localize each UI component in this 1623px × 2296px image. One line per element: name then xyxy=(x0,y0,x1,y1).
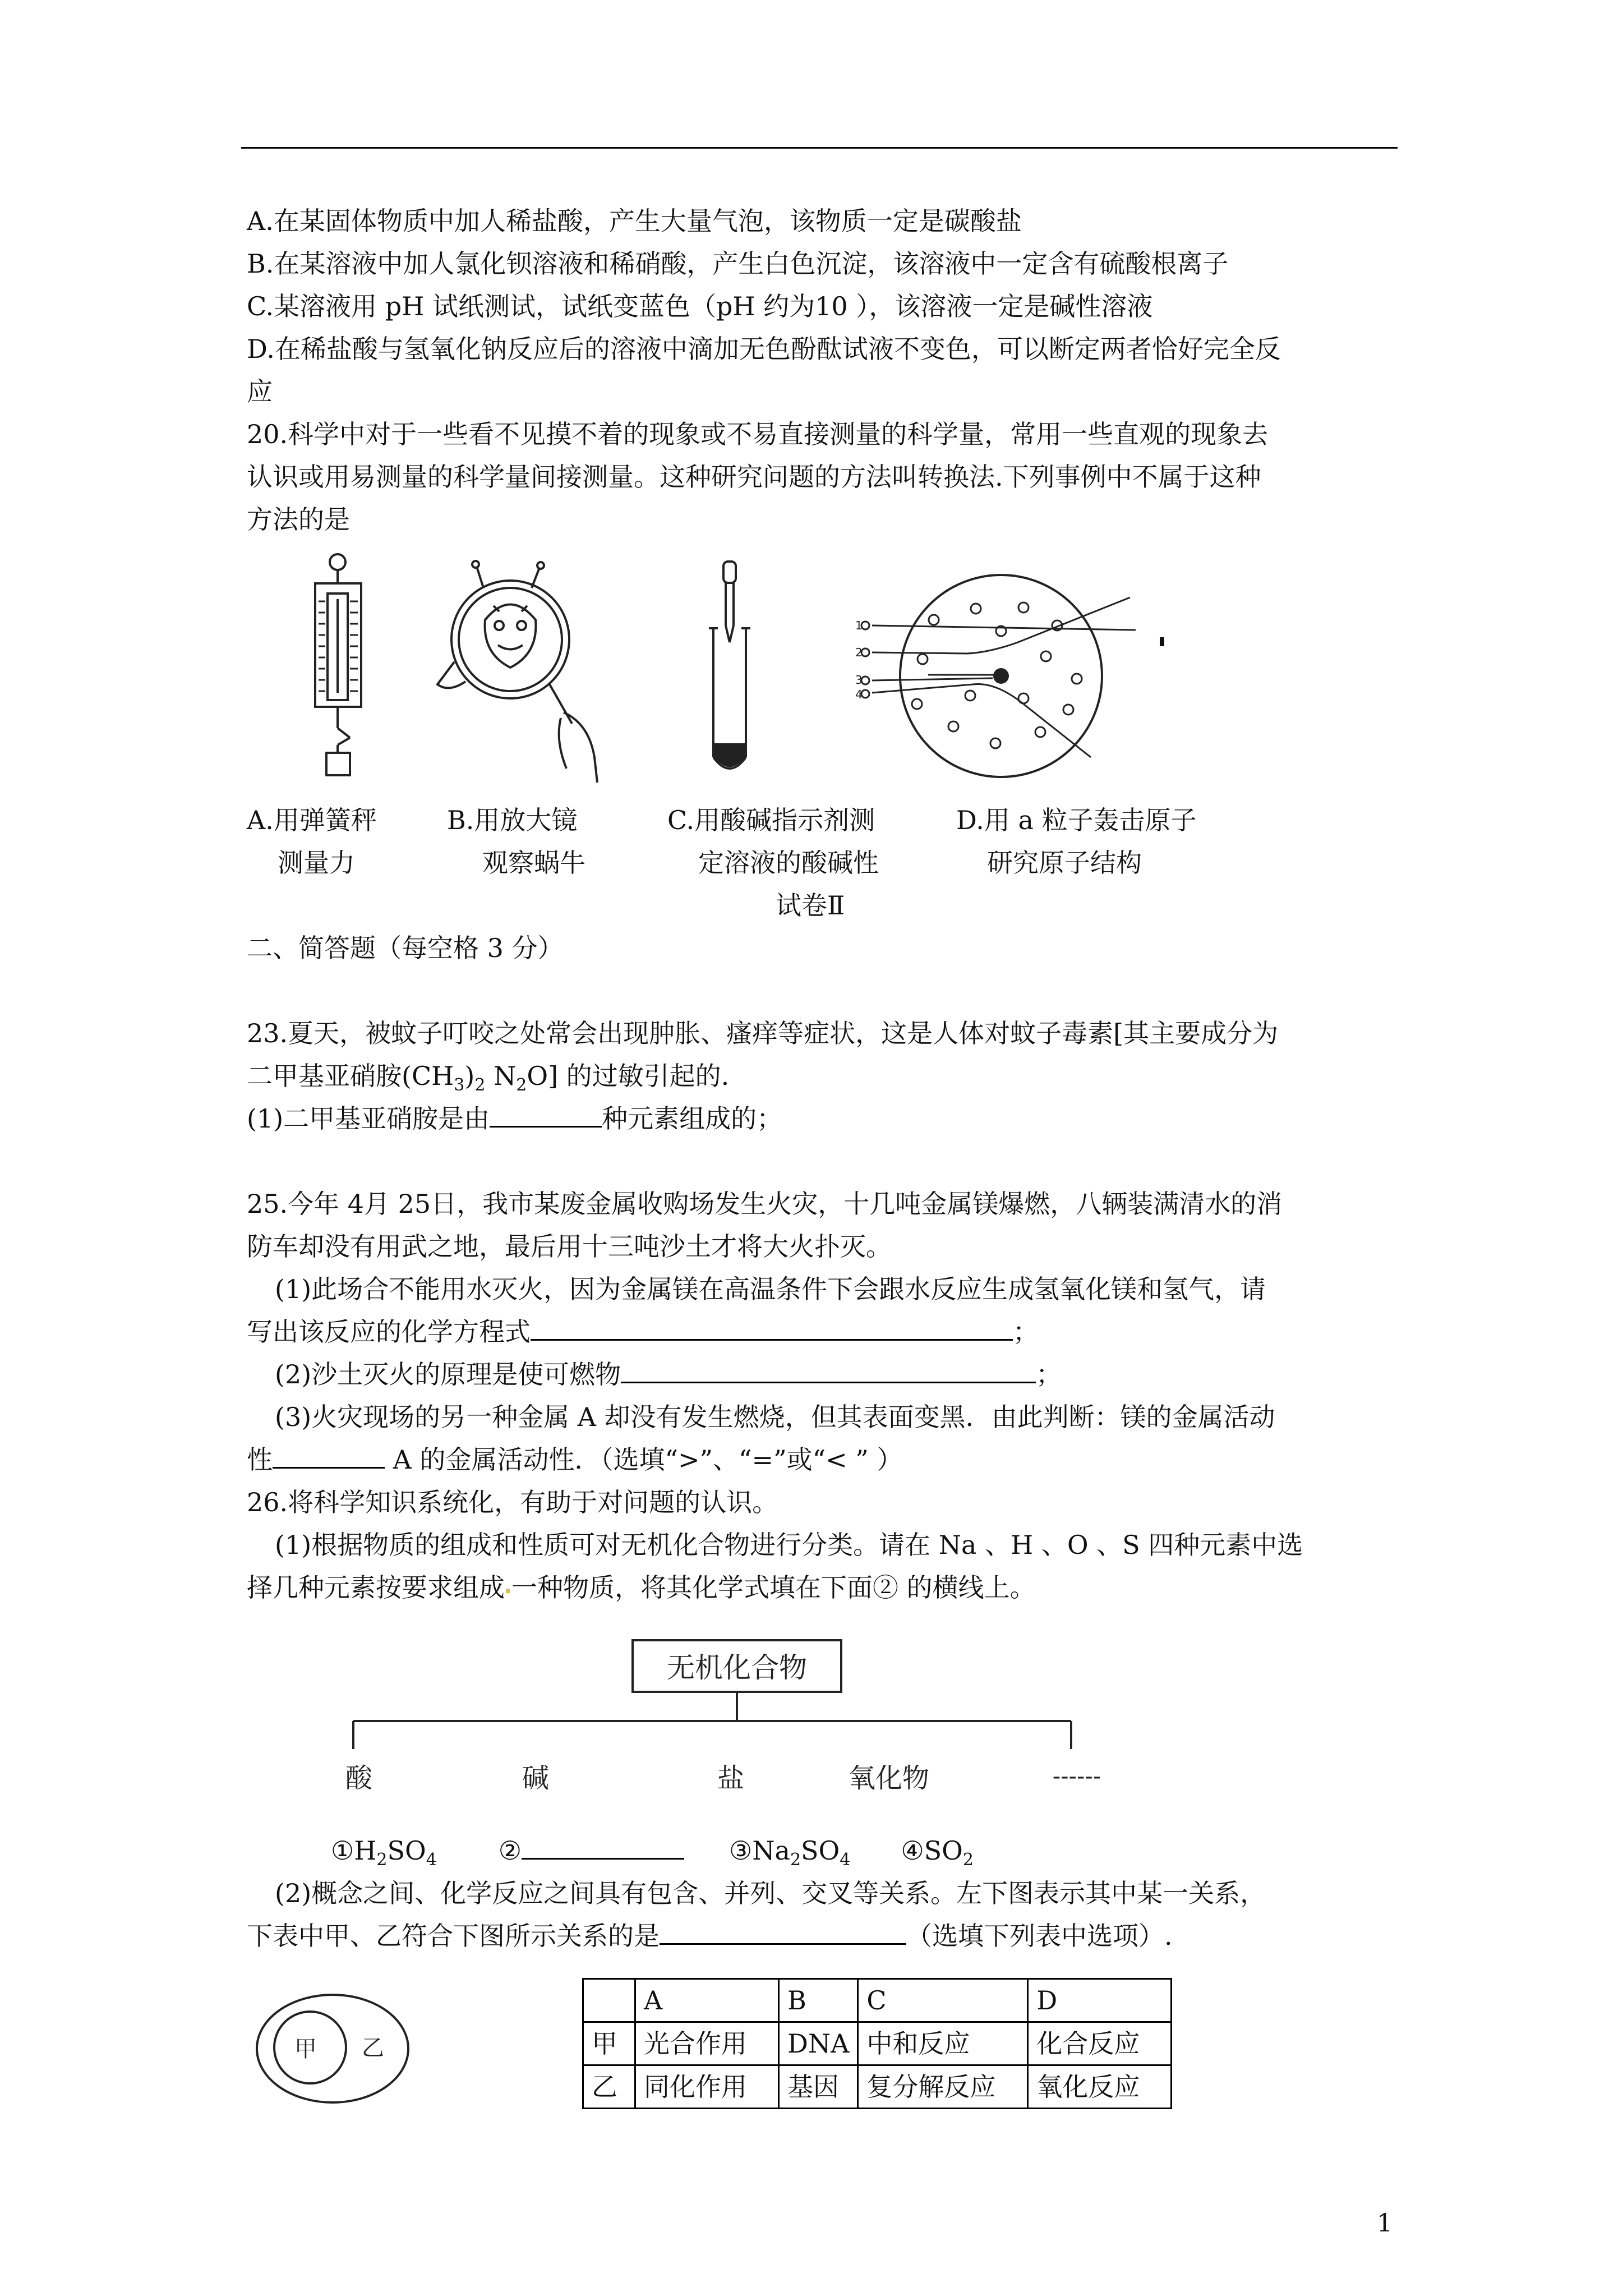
caption-b-line2: 观察蜗牛 xyxy=(482,848,585,878)
fill-3-sub2: 4 xyxy=(840,1850,851,1870)
q26-p2-line2 xyxy=(247,1914,1173,1958)
q23-formula-c: N xyxy=(485,1061,517,1091)
q26-select-blank[interactable] xyxy=(660,1914,906,1945)
q20-line2: 认识或用易测量的科学量间接测量。这种研究问题的方法叫转换法.下列事例中不属于这种 xyxy=(247,462,1261,492)
caption-d-line2: 研究原子结构 xyxy=(987,848,1142,878)
fill-1-sub2: 4 xyxy=(426,1850,437,1870)
q25-p2 xyxy=(275,1352,1062,1396)
venn-inner-label: 甲 xyxy=(294,2036,317,2062)
fill-1-a: ①H xyxy=(331,1835,377,1866)
atom-label-4: 4 xyxy=(855,688,863,701)
header-rule xyxy=(241,147,1398,149)
paper-title: 试卷Ⅱ xyxy=(776,890,845,921)
table-cell: 氧化反应 xyxy=(1028,2065,1172,2109)
spring-scale-figure xyxy=(303,550,393,785)
classification-tree xyxy=(336,1637,1133,1805)
table-cell: 乙 xyxy=(583,2065,635,2109)
table-cell: 同化作用 xyxy=(635,2065,779,2109)
caption-a-line2: 测量力 xyxy=(278,848,355,878)
table-cell: C xyxy=(858,1979,1028,2022)
q20-line3: 方法的是 xyxy=(247,504,350,535)
caption-d-line1: D.用 a 粒子轰击原子 xyxy=(956,805,1197,835)
q23-line1: 23.夏天，被蚊子叮咬之处常会出现肿胀、瘙痒等症状，这是人体对蚊子毒素[其主要成分为 xyxy=(247,1018,1279,1048)
atom-label-2: 2 xyxy=(855,646,863,659)
q23-sub2: 2 xyxy=(474,1075,486,1095)
q26-p1-text-a: 择几种元素按要求组成 xyxy=(247,1572,505,1603)
q23-answer-blank[interactable] xyxy=(490,1097,602,1128)
q25-p1-line1: (1)此场合不能用水灭火，因为金属镁在高温条件下会跟水反应生成氢氧化镁和氢气，请 xyxy=(275,1274,1266,1304)
tree-leaf-acid: 酸 xyxy=(345,1763,373,1794)
tree-leaf-oxide: 氧化物 xyxy=(848,1763,930,1794)
fill-3-sub1: 2 xyxy=(790,1850,801,1870)
tree-leaf-base: 碱 xyxy=(522,1763,550,1794)
fill-3-a: ③Na xyxy=(729,1835,790,1866)
q26-fill-line xyxy=(331,1829,974,1872)
atom-label-3: 3 xyxy=(855,673,863,687)
page-number: 1 xyxy=(1377,2209,1393,2238)
test-tube-figure xyxy=(701,558,763,783)
table-cell: DNA xyxy=(779,2022,858,2065)
fill-2-label: ② xyxy=(498,1835,522,1866)
q25-line1: 25.今年 4月 25日，我市某废金属收购场发生火灾，十几吨金属镁爆燃，八辆装满清水的消 xyxy=(247,1189,1283,1219)
q23-formula-a: 二甲基亚硝胺(CH xyxy=(247,1061,454,1091)
q23-sub1: 3 xyxy=(454,1075,465,1095)
table-cell: 复分解反应 xyxy=(858,2065,1028,2109)
option-a: A.在某固体物质中加人稀盐酸，产生大量气泡，该物质一定是碳酸盐 xyxy=(247,206,1022,236)
caption-c-line2: 定溶液的酸碱性 xyxy=(698,848,879,878)
tree-leaf-more: ------ xyxy=(1052,1764,1101,1789)
q25-p3-line2 xyxy=(247,1438,902,1481)
options-table xyxy=(582,1978,1172,2109)
q26-p1-line1: (1)根据物质的组成和性质可对无机化合物进行分类。请在 Na 、H 、O 、S 四种元素中选 xyxy=(275,1530,1303,1560)
caption-b-line1: B.用放大镜 xyxy=(447,805,578,835)
table-cell: 甲 xyxy=(583,2022,635,2065)
venn-outer-label: 乙 xyxy=(362,2035,384,2061)
q25-p3-line1: (3)火灾现场的另一种金属 A 却没有发生燃烧，但其表面变黑．由此判断：镁的金属活动 xyxy=(275,1402,1275,1432)
q26-p1-text-b: 一种物质，将其化学式填在下面② 的横线上。 xyxy=(511,1572,1036,1603)
q25-line2: 防车却没有用武之地，最后用十三吨沙土才将大火扑灭。 xyxy=(247,1231,892,1262)
q25-p3-text-a: 性 xyxy=(247,1444,273,1475)
fill-1-b: SO xyxy=(387,1835,426,1866)
table-cell: 化合反应 xyxy=(1028,2022,1172,2065)
table-cell: 光合作用 xyxy=(635,2022,779,2065)
venn-diagram xyxy=(250,1986,418,2109)
fill-4-a: ④SO xyxy=(901,1835,963,1866)
q23-formula-b: ) xyxy=(464,1061,475,1091)
stray-mark xyxy=(1160,637,1164,646)
table-row xyxy=(583,2065,1172,2109)
q23-formula-d: O] 的过敏引起的. xyxy=(527,1061,730,1091)
yellow-dot xyxy=(506,1589,510,1593)
q23-sub3: 2 xyxy=(516,1075,527,1095)
q26-p2-text-b: （选填下列表中选项）. xyxy=(906,1921,1173,1951)
option-b: B.在某溶液中加人氯化钡溶液和稀硝酸，产生白色沉淀，该溶液中一定含有硫酸根离子 xyxy=(247,249,1229,279)
table-row xyxy=(583,1979,1172,2022)
tree-root-label: 无机化合物 xyxy=(667,1651,807,1684)
q23-sub1 xyxy=(247,1097,782,1140)
q25-p1-text: 写出该反应的化学方程式 xyxy=(247,1317,531,1347)
q25-compare-blank[interactable] xyxy=(273,1438,385,1469)
tree-leaf-salt: 盐 xyxy=(717,1763,745,1794)
q23-sub1-text: (1)二甲基亚硝胺是由 xyxy=(247,1103,490,1134)
option-d-line2: 应 xyxy=(247,376,273,407)
fill-1-sub1: 2 xyxy=(376,1850,388,1870)
caption-c-line1: C.用酸碱指示剂测 xyxy=(667,805,875,835)
option-c: C.某溶液用 pH 试纸测试，试纸变蓝色（pH 约为10 ），该溶液一定是碱性溶液 xyxy=(247,291,1153,321)
fill-2-blank[interactable] xyxy=(522,1829,684,1860)
magnifier-figure xyxy=(432,555,611,785)
q25-principle-blank[interactable] xyxy=(621,1352,1036,1383)
section-heading: 二、简答题（每空格 3 分） xyxy=(247,933,564,963)
q26-line1: 26.将科学知识系统化，有助于对问题的认识。 xyxy=(247,1487,778,1517)
fill-4-sub1: 2 xyxy=(962,1850,974,1870)
q25-p2-text: (2)沙土灭火的原理是使可燃物 xyxy=(275,1359,621,1389)
table-cell: B xyxy=(779,1979,858,2022)
q26-p1-line2 xyxy=(247,1566,1036,1609)
q26-p2-text-a: 下表中甲、乙符合下图所示关系的是 xyxy=(247,1921,660,1951)
q25-equation-blank[interactable] xyxy=(531,1310,1013,1341)
caption-a-line1: A.用弹簧秤 xyxy=(247,805,377,835)
q25-p1-line2 xyxy=(247,1310,1039,1354)
q26-p2-line1: (2)概念之间、化学反应之间具有包含、并列、交叉等关系。左下图表示其中某一关系， xyxy=(275,1878,1266,1908)
q25-p1-end: ； xyxy=(1013,1317,1039,1347)
q25-p2-end: ； xyxy=(1036,1359,1062,1389)
q23-sub1-end: 种元素组成的； xyxy=(602,1103,783,1134)
table-cell xyxy=(583,1979,635,2022)
alpha-scattering-figure xyxy=(855,564,1169,788)
atom-label-1: 1 xyxy=(855,619,863,632)
fill-3-b: SO xyxy=(801,1835,840,1866)
option-d-line1: D.在稀盐酸与氢氧化钠反应后的溶液中滴加无色酚酞试液不变色，可以断定两者恰好完全反 xyxy=(247,334,1281,364)
q23-line2 xyxy=(247,1054,729,1098)
table-cell: A xyxy=(635,1979,779,2022)
table-row xyxy=(583,2022,1172,2065)
table-cell: 基因 xyxy=(779,2065,858,2109)
q25-p3-text-b: A 的金属活动性．（选填“>”、“=”或“< ” ） xyxy=(385,1444,903,1475)
table-cell: D xyxy=(1028,1979,1172,2022)
table-cell: 中和反应 xyxy=(858,2022,1028,2065)
q20-line1: 20.科学中对于一些看不见摸不着的现象或不易直接测量的科学量，常用一些直观的现象去 xyxy=(247,419,1269,449)
